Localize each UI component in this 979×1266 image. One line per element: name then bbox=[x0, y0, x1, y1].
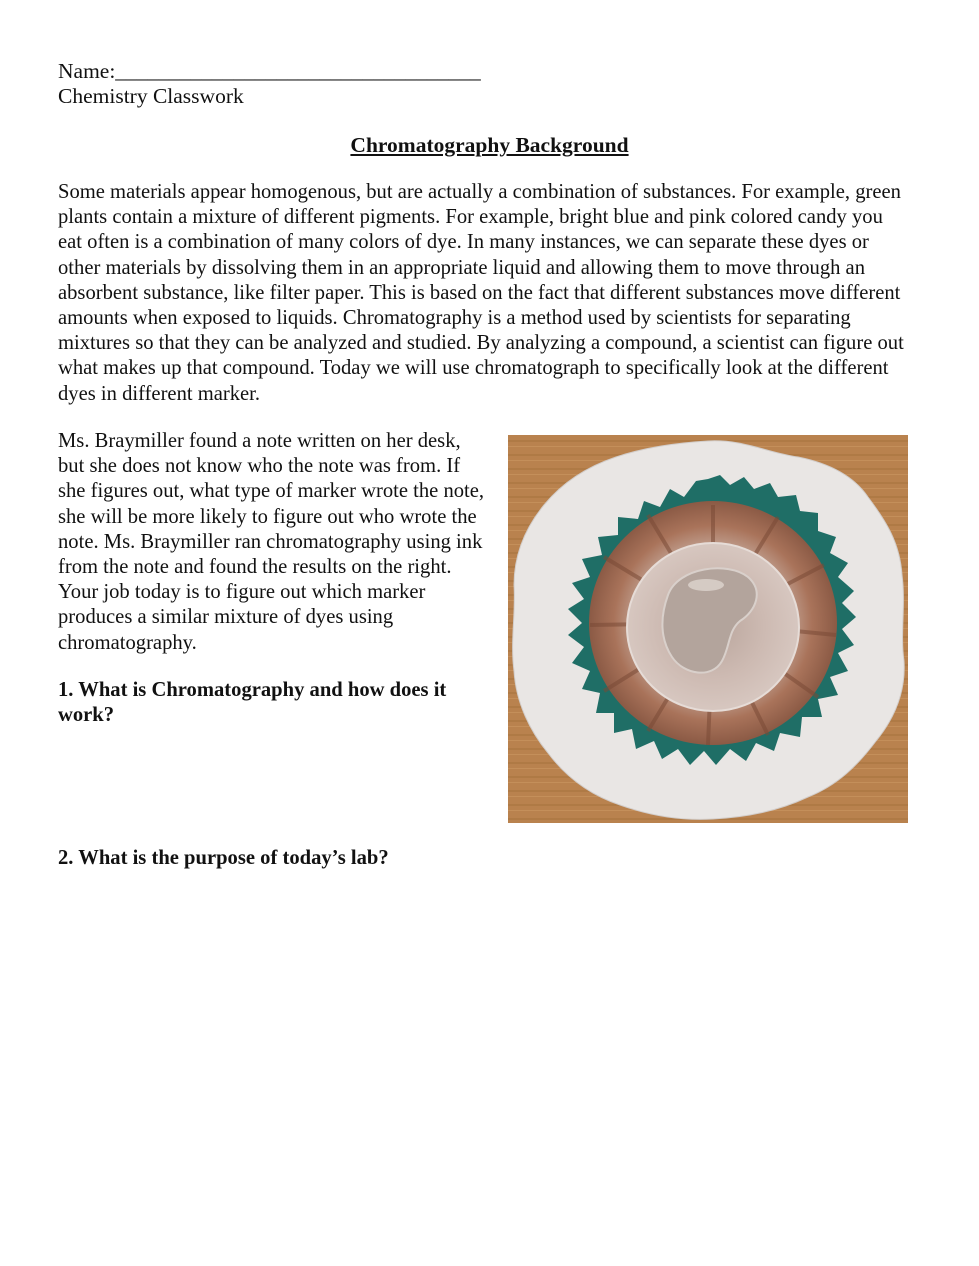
page-title: Chromatography Background bbox=[350, 133, 629, 157]
question-1: 1. What is Chromatography and how does it work? bbox=[58, 679, 447, 727]
intro-paragraph: Some materials appear homogenous, but are actually a combination of substances. For example, green plants contain a mixture of different pigments. For example, bright blue and pink colored candy you eat often is a combination of many colors of dye. In many instances, we can separate these dyes or other materials by dissolving them in an appropriate liquid and allowing them to move through an absorbent substance, like filter paper. This is based on the fact that different substances move different amounts when exposed to liquids. Chromatography is a method used by scientists for separating mixtures so that they can be analyzed and studied. By analyzing a compound, a scientist can figure out what makes up that compound. Today we will use chromatograph to specifically look at the different dyes in different marker. bbox=[58, 181, 904, 405]
chromatography-filter-paper-photo bbox=[508, 435, 908, 823]
question-2: 2. What is the purpose of today’s lab? bbox=[58, 847, 389, 869]
name-field-label: Name:__________________________________ bbox=[58, 59, 481, 83]
class-label: Chemistry Classwork bbox=[58, 84, 244, 108]
story-paragraph: Ms. Braymiller found a note written on her desk, but she does not know who the note was from. If she figures out, what type of marker wrote the note, she will be more likely to figure out who wrote the note. Ms. Braymiller ran chromatography using ink from the note and found the results on the right. Your job today is to figure out which marker produces a similar mixture of dyes using chromatography. bbox=[58, 430, 485, 654]
